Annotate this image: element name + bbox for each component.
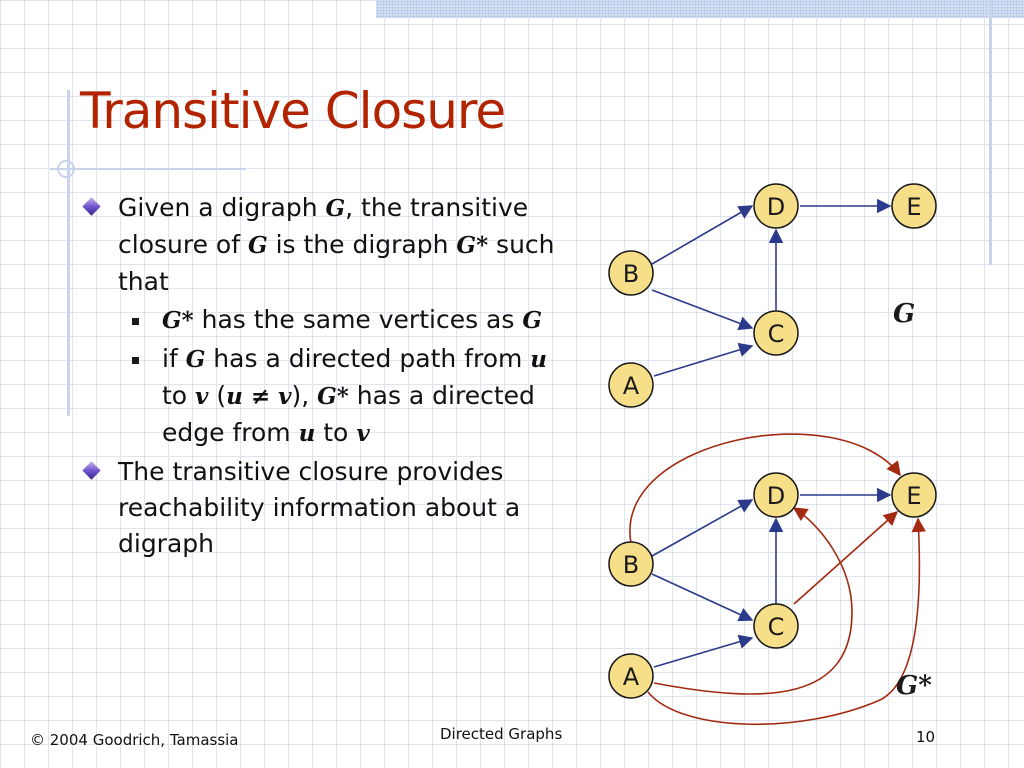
bullet-text: ),: [291, 381, 318, 410]
node-label: B: [622, 551, 640, 579]
bullet-text: , the transitive closure of: [118, 193, 529, 259]
bullet-text: such that: [118, 230, 555, 296]
graph-gstar-node-c: [754, 604, 798, 648]
node-label: D: [766, 482, 786, 510]
edge-b-d: [652, 206, 752, 264]
bullet-text: The transitive closure provides reachability information about a digraph: [118, 457, 521, 558]
closure-edge-a-d: [654, 508, 852, 694]
math-symbol: G: [185, 346, 206, 373]
graph-g-node-a: [609, 363, 653, 407]
edge-b-c: [652, 574, 752, 620]
math-symbol: G*: [162, 307, 194, 334]
bullet-text: has the same vertices as: [193, 305, 523, 334]
node-label: E: [906, 482, 922, 510]
math-symbol: G: [325, 195, 346, 222]
footer-copyright: © 2004 Goodrich, Tamassia: [30, 731, 239, 749]
graph-gstar-node-d: [754, 473, 798, 517]
math-symbol: u ≠ v: [226, 383, 292, 410]
bullet-text: has a directed path from: [205, 344, 531, 373]
node-label: D: [766, 193, 786, 221]
footer-deck-title: Directed Graphs: [440, 725, 563, 743]
bullet-text: to: [315, 418, 357, 447]
graph-label-g: G: [893, 299, 916, 329]
math-symbol: u: [298, 420, 316, 447]
node-label: B: [622, 260, 640, 288]
graph-g-nodes: [609, 184, 936, 407]
graph-gstar-node-b: [609, 542, 653, 586]
node-label: C: [767, 613, 785, 641]
edge-a-c: [654, 346, 752, 376]
bullet-text: is the digraph: [267, 230, 457, 259]
graph-g-node-e: [892, 184, 936, 228]
edge-b-d: [652, 500, 752, 556]
node-label: E: [906, 193, 922, 221]
bullet-text: (: [208, 381, 227, 410]
footer-page-number: 10: [916, 728, 936, 746]
closure-edge-c-e: [794, 512, 897, 604]
graph-gstar-nodes: [609, 473, 936, 698]
math-symbol: v: [356, 420, 370, 447]
node-label: C: [767, 320, 785, 348]
bullet-text: if: [162, 344, 186, 373]
edge-a-c: [654, 638, 752, 667]
graph-gstar-node-e: [892, 473, 936, 517]
node-label: A: [622, 372, 640, 400]
node-label: A: [622, 663, 640, 691]
math-symbol: G*: [456, 232, 489, 259]
graph-g-node-c: [754, 311, 798, 355]
edge-b-c: [652, 290, 752, 328]
graph-label-gstar: G*: [896, 671, 932, 701]
math-symbol: G: [522, 307, 543, 334]
graph-gstar-node-a: [609, 654, 653, 698]
math-symbol: v: [195, 383, 209, 410]
bullet-text: Given a digraph: [118, 193, 326, 222]
math-symbol: G: [247, 232, 268, 259]
math-symbol: G*: [317, 383, 349, 410]
bullet-text: has a directed edge from: [162, 381, 535, 447]
graph-g-node-b: [609, 251, 653, 295]
math-symbol: u: [530, 346, 548, 373]
slide-title: Transitive Closure: [80, 82, 506, 140]
graph-g-node-d: [754, 184, 798, 228]
bullet-text: to: [162, 381, 196, 410]
